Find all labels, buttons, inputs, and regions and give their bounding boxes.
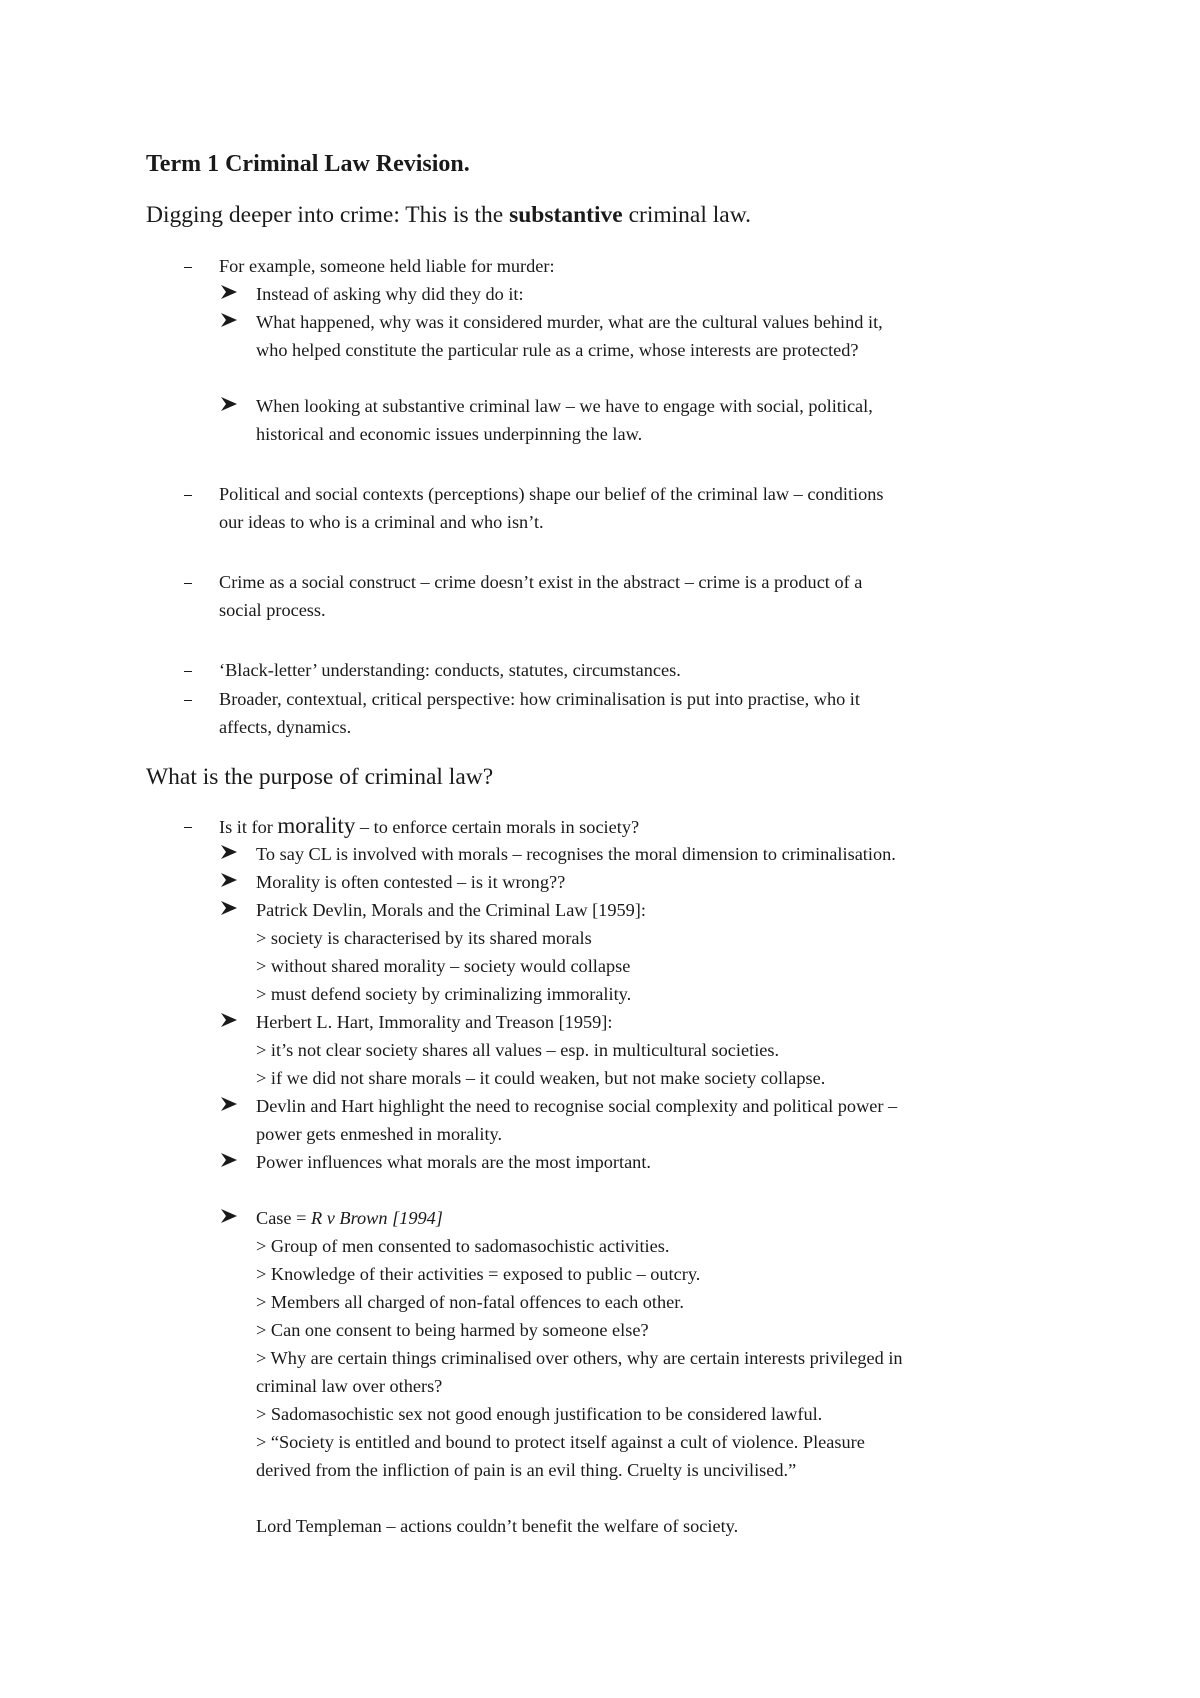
heading-text-end: criminal law. bbox=[622, 202, 752, 228]
sub-point: > if we did not share morals – it could weaken, but not make society collapse. bbox=[256, 1068, 826, 1088]
list-item-continuation: our ideas to who is a criminal and who isn’t. bbox=[219, 512, 544, 532]
list-item: ‘Black-letter’ understanding: conducts, statutes, circumstances. bbox=[219, 660, 681, 680]
list-item-continuation: affects, dynamics. bbox=[219, 717, 352, 737]
dash-bullet bbox=[184, 252, 194, 280]
sub-point: > must defend society by criminalizing immorality. bbox=[256, 984, 632, 1004]
sub-point: > Why are certain things criminalised over others, why are certain interests privileged in bbox=[256, 1348, 903, 1368]
sub-point-quote-continuation: derived from the infliction of pain is an evil thing. Cruelty is uncivilised.” bbox=[256, 1460, 797, 1480]
heading-text: Digging deeper into crime: This is the bbox=[146, 202, 510, 228]
list-item-continuation: historical and economic issues underpinning the law. bbox=[256, 424, 643, 444]
arrow-bullet-icon bbox=[220, 1208, 238, 1224]
page-title: Term 1 Criminal Law Revision. bbox=[146, 151, 470, 177]
arrow-bullet-icon bbox=[220, 900, 238, 916]
arrow-bullet-icon bbox=[220, 844, 238, 860]
list-item-continuation: who helped constitute the particular rule as a crime, whose interests are protected? bbox=[256, 340, 859, 360]
sub-point-continuation: criminal law over others? bbox=[256, 1376, 443, 1396]
list-item: Political and social contexts (perceptions) shape our belief of the criminal law – conditions bbox=[219, 484, 884, 504]
case-heading bbox=[256, 1204, 443, 1232]
case-label: Case = bbox=[256, 1208, 311, 1228]
list-item-continuation: social process. bbox=[219, 600, 326, 620]
sub-point: > without shared morality – society would collapse bbox=[256, 956, 631, 976]
list-item: Patrick Devlin, Morals and the Criminal Law [1959]: bbox=[256, 900, 646, 920]
list-item: To say CL is involved with morals – recognises the moral dimension to criminalisation. bbox=[256, 844, 896, 864]
sub-point: > Can one consent to being harmed by someone else? bbox=[256, 1320, 649, 1340]
list-item-continuation: power gets enmeshed in morality. bbox=[256, 1124, 503, 1144]
arrow-bullet-icon bbox=[220, 396, 238, 412]
list-item: Broader, contextual, critical perspective: how criminalisation is put into practise, who it bbox=[219, 689, 860, 709]
list-item: Crime as a social construct – crime doesn’t exist in the abstract – crime is a product of a bbox=[219, 572, 863, 592]
list-item: Devlin and Hart highlight the need to recognise social complexity and political power – bbox=[256, 1096, 898, 1116]
sub-point: > Sadomasochistic sex not good enough justification to be considered lawful. bbox=[256, 1404, 823, 1424]
dash-bullet bbox=[184, 685, 194, 713]
dash-bullet bbox=[184, 480, 194, 508]
list-item: For example, someone held liable for murder: bbox=[219, 256, 555, 276]
arrow-bullet-icon bbox=[220, 1012, 238, 1028]
heading-bold-word: substantive bbox=[509, 202, 623, 228]
arrow-bullet-icon bbox=[220, 1152, 238, 1168]
sub-point: > society is characterised by its shared morals bbox=[256, 928, 592, 948]
lord-templeman-note: Lord Templeman – actions couldn’t benefit the welfare of society. bbox=[256, 1516, 739, 1536]
dash-bullet bbox=[184, 656, 194, 684]
text: – to enforce certain morals in society? bbox=[355, 817, 640, 837]
text: Is it for bbox=[219, 817, 278, 837]
sub-point-quote: > “Society is entitled and bound to protect itself against a cult of violence. Pleasure bbox=[256, 1432, 865, 1452]
sub-point: > Knowledge of their activities = exposed to public – outcry. bbox=[256, 1264, 701, 1284]
arrow-bullet-icon bbox=[220, 312, 238, 328]
arrow-bullet-icon bbox=[220, 284, 238, 300]
arrow-bullet-icon bbox=[220, 872, 238, 888]
sub-point: > Members all charged of non-fatal offences to each other. bbox=[256, 1292, 684, 1312]
dash-bullet bbox=[184, 812, 194, 840]
emphasis-word: morality bbox=[277, 813, 356, 838]
arrow-bullet-icon bbox=[220, 1096, 238, 1112]
list-item: Instead of asking why did they do it: bbox=[256, 284, 524, 304]
list-item: Power influences what morals are the most important. bbox=[256, 1152, 651, 1172]
list-item: When looking at substantive criminal law – we have to engage with social, political, bbox=[256, 396, 873, 416]
dash-bullet bbox=[184, 568, 194, 596]
list-item: What happened, why was it considered murder, what are the cultural values behind it, bbox=[256, 312, 883, 332]
section-heading-purpose: What is the purpose of criminal law? bbox=[146, 764, 494, 790]
section-heading-substantive bbox=[146, 201, 751, 229]
sub-point: > Group of men consented to sadomasochistic activities. bbox=[256, 1236, 670, 1256]
case-name: R v Brown [1994] bbox=[311, 1208, 443, 1228]
list-item: Morality is often contested – is it wrong?? bbox=[256, 872, 566, 892]
sub-point: > it’s not clear society shares all values – esp. in multicultural societies. bbox=[256, 1040, 780, 1060]
list-item: Herbert L. Hart, Immorality and Treason [1959]: bbox=[256, 1012, 613, 1032]
list-item-morality bbox=[219, 812, 639, 841]
